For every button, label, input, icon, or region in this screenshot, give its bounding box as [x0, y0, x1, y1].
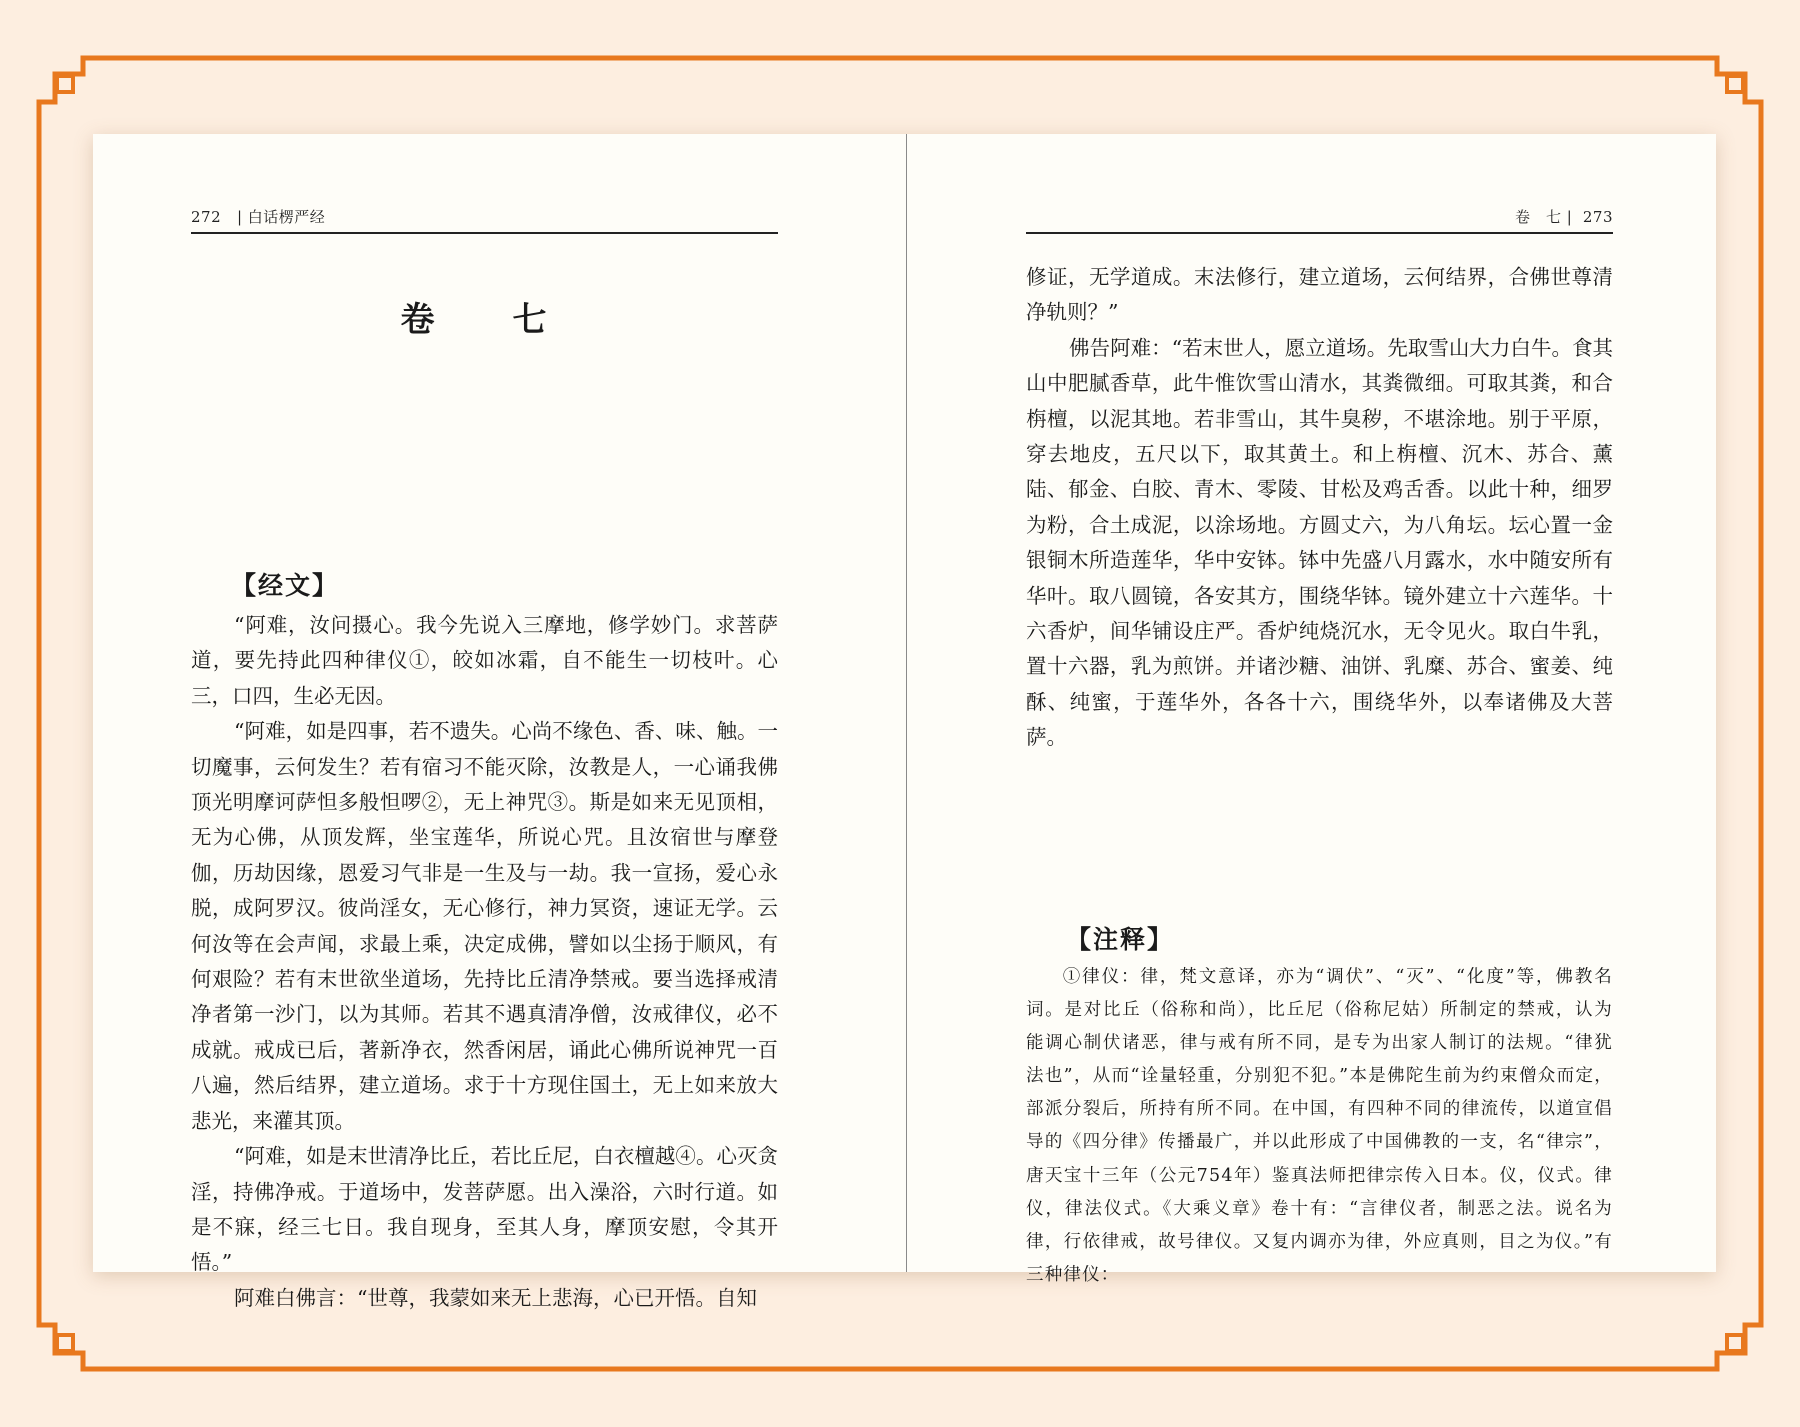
paragraph: “阿难，如是四事，若不遗失。心尚不缘色、香、味、触。一切魔事，云何发生？若有宿习不能灭除，汝教是人，一心诵我佛顶光明摩诃萨怛多般怛啰②，无上神咒③。斯是如来无见顶相，无为心佛，从顶发辉，坐宝莲华，所说心咒。且汝宿世与摩登伽，历劫因缘，恩爱习气非是一生及与一劫。我一宣扬，爱心永脱，成阿罗汉。彼尚淫女，无心修行，神力冥资，速证无学。云何汝等在会声闻，求最上乘，决定成佛，譬如以尘扬于顺风，有何艰险？若有末世欲坐道场，先持比丘清净禁戒。要当选择戒清净者第一沙门，以为其师。若其不遇真清净僧，汝戒律仪，必不成就。戒成已后，著新净衣，然香闲居，诵此心佛所说神咒一百八遍，然后结界，建立道场。求于十方现住国土，无上如来放大悲光，来灌其顶。 — [191, 719, 778, 1133]
paragraph: 修证，无学道成。末法修行，建立道场，云何结界，合佛世尊清净轨则？” — [1026, 265, 1613, 325]
right-page-number: 273 — [1582, 208, 1613, 226]
scripture-heading: 【经文】 — [231, 571, 340, 600]
paragraph: 阿难白佛言：“世尊，我蒙如来无上悲海，心已开悟。自知 — [234, 1285, 758, 1310]
chapter-label: 卷 七 — [1514, 208, 1562, 226]
note-paragraph: ①律仪：律，梵文意译，亦为“调伏”、“灭”、“化度”等，佛教名词。是对比丘（俗称和尚），比丘尼（俗称尼姑）所制定的禁戒，认为能调心制伏诸恶，律与戒有所不同，是专为出家人制订的法规。“律犹法也”，从而“诠量轻重，分别犯不犯。”本是佛陀生前为约束僧众而定，部派分裂后，所持有所不同。在中国，有四种不同的律流传，以道宣倡导的《四分律》传播最广，并以此形成了中国佛教的一支，名“律宗”，唐天宝十三年（公元754年）鉴真法师把律宗传入日本。仪，仪式。律仪，律法仪式。《大乘义章》卷十有：“言律仪者，制恶之法。说名为律，行依律戒，故号律仪。又复内调亦为律，外应真则，目之为仪。”有三种律仪： — [1026, 967, 1613, 1285]
paragraph: “阿难，如是末世清净比丘，若比丘尼，白衣檀越④。心灭贪淫，持佛净戒。于道场中，发菩萨愿。出入澡浴，六时行道。如是不寐，经三七日。我自现身，至其人身，摩顶安慰，令其开悟。” — [191, 1144, 778, 1275]
scripture-text-continued — [1026, 260, 1613, 756]
scripture-text — [191, 608, 778, 1316]
right-running-head — [1026, 206, 1613, 234]
left-running-head — [191, 206, 778, 234]
header-rule — [191, 232, 778, 234]
notes-text — [1026, 961, 1613, 1292]
paragraph: 佛告阿难：“若末世人，愿立道场。先取雪山大力白牛。食其山中肥腻香草，此牛惟饮雪山清水，其粪微细。可取其粪，和合栴檀，以泥其地。若非雪山，其牛臭秽，不堪涂地。别于平原，穿去地皮，五尺以下，取其黄土。和上栴檀、沉木、苏合、薰陆、郁金、白胶、青木、零陵、甘松及鸡舌香。以此十种，细罗为粉，合土成泥，以涂场地。方圆丈六，为八角坛。坛心置一金银铜木所造莲华，华中安钵。钵中先盛八月露水，水中随安所有华叶。取八圆镜，各安其方，围绕华钵。镜外建立十六莲华。十六香炉，间华铺设庄严。香炉纯烧沉水，无令见火。取白牛乳，置十六器，乳为煎饼。并诸沙糖、油饼、乳糜、苏合、蜜姜、纯酥、纯蜜，于莲华外，各各十六，围绕华外，以奉诸佛及大菩萨。 — [1026, 335, 1613, 750]
left-page — [191, 134, 778, 1310]
left-page-number: 272 — [191, 208, 222, 226]
right-page — [1026, 134, 1613, 1285]
running-head-separator: | — [226, 208, 248, 226]
book-title: 白话楞严经 — [247, 208, 326, 226]
paragraph: “阿难，汝问摄心。我今先说入三摩地，修学妙门。求菩萨道，要先持此四种律仪①，皎如冰霜，自不能生一切枝叶。心三，口四，生必无因。 — [191, 613, 778, 708]
notes-heading: 【注释】 — [1066, 925, 1175, 954]
book-spine — [906, 134, 907, 1272]
running-head-separator: | — [1561, 208, 1583, 226]
header-rule — [1026, 232, 1613, 234]
book-spread — [93, 134, 1716, 1310]
chapter-title: 卷 七 — [400, 300, 569, 340]
